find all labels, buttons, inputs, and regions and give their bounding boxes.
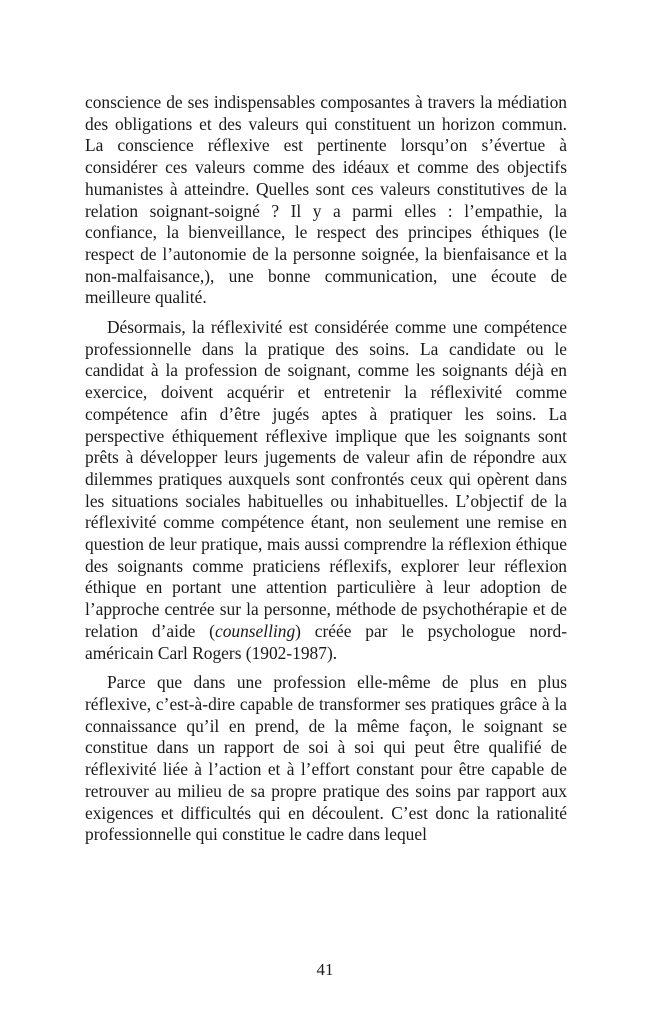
paragraph-2-text-before: Désormais, la réflexivité est considérée comme une compétence professionnelle dans la pratique des soins. La candidate ou le candidat à la profession de soignant, comme les soignants déjà en exercice, doivent acquérir et entretenir la réflexivité comme compétence afin d’être jugés aptes à pratiquer les soins. La perspective éthiquement réflexive implique que les soignants sont prêts à développer leurs jugements de valeur afin de répondre aux dilemmes pratiques auxquels sont confrontés ceux qui opèrent dans les situations sociales habituelles ou inhabituelles. L’objectif de la réflexivité comme compétence étant, non seulement une remise en question de leur pratique, mais aussi comprendre la réflexion éthique des soignants comme praticiens réflexifs, explorer leur réflexion éthique en portant une attention particulière à leur adoption de l’approche centrée sur la personne, méthode de psychothérapie et de relation d’aide ( [85,317,567,641]
page-number: 41 [316,960,334,979]
paragraph-2-italic-term: counselling [214,620,296,641]
paragraph-2-text-after: ) créée par le psychologue nord-américain Carl Rogers (1902-1987). [85,620,567,663]
paragraph-3: Parce que dans une profession elle-même de plus en plus réflexive, c’est-à-dire capable de transformer ses pratiques grâce à la connaissance qu’il en prend, de la même façon, le soignant se constitue dans un rapport de soi à soi qui peut être qualifié de réflexivité liée à l’action et à l’effort constant pour être capable de retrouver au milieu de sa propre pratique des soins par rapport aux exigences et difficultés qui en découlent. C’est donc la rationalité professionnelle qui constitue le cadre dans lequel [85,672,567,845]
body-text [85,92,567,846]
paragraph-2 [85,317,567,664]
paragraph-1: conscience de ses indispensables composantes à travers la médiation des obligations et des valeurs qui constituent un horizon commun. La conscience réflexive est pertinente lorsqu’on s’évertue à considérer ces valeurs comme des idéaux et comme des objectifs humanistes à atteindre. Quelles sont ces valeurs constitutives de la relation soignant-soigné ? Il y a parmi elles : l’empathie, la confiance, la bienveillance, le respect des principes éthiques (le respect de l’autonomie de la personne soignée, la bienfaisance et la non-malfaisance,), une bonne communication, une écoute de meilleure qualité. [85,92,567,308]
